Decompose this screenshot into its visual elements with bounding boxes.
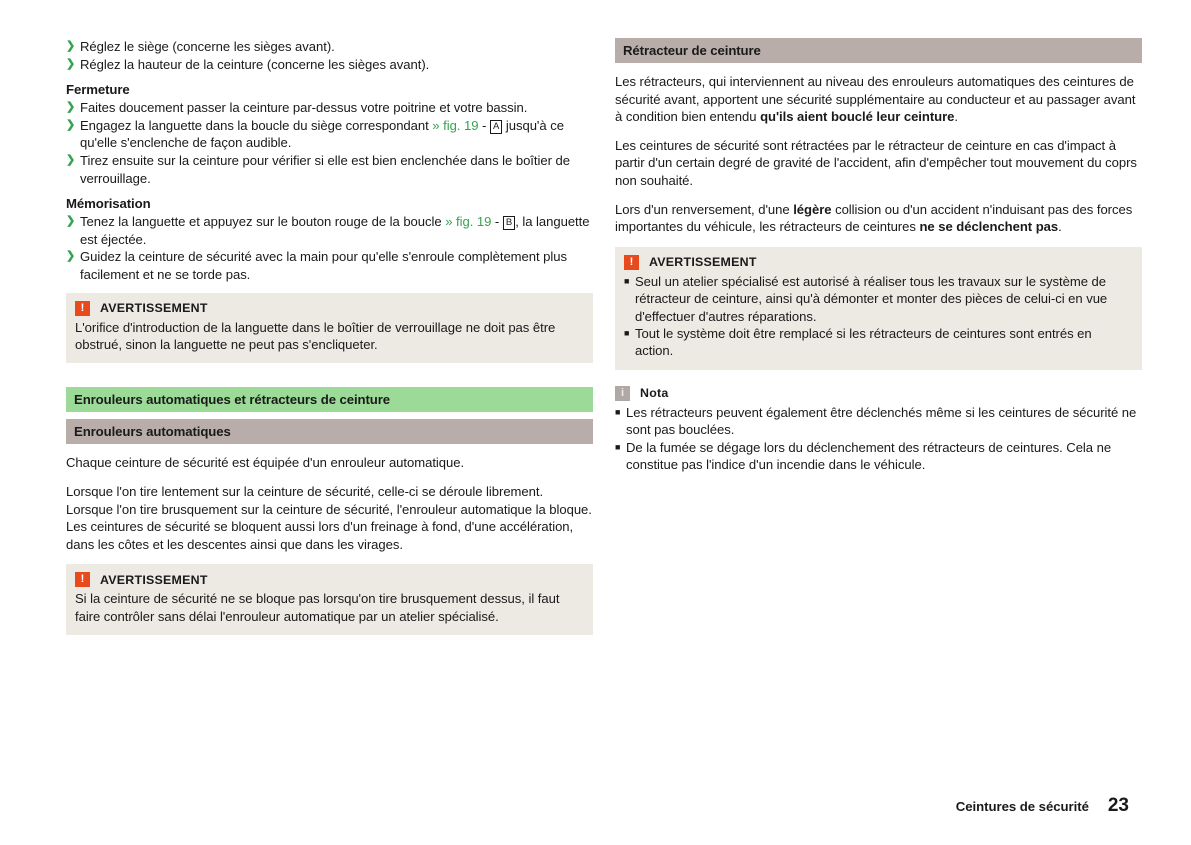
list-item [66,56,593,74]
warning-box-header [624,255,1132,270]
note-box [615,386,1142,474]
list-item [66,38,593,56]
list-item-text: Tout le système doit être remplacé si les rétracteurs de ceintures sont entrés en action. [635,325,1092,359]
chevron-bullet-icon: ❯ [66,153,76,166]
warning-box-2 [66,564,593,635]
paragraph-bold: ne se déclenchent pas [919,219,1059,235]
list-item-text: Seul un atelier spécialisé est autorisé à réaliser tous les travaux sur le système de rétracteur de ceinture, ainsi qu'à démonter et monter des pièces de celui-ci en vue d'effectuer d'autres réparations. [635,273,1108,324]
chevron-bullet-icon: ❯ [66,215,76,228]
warning-box-body [75,319,583,354]
warning-box-text: L'orifice d'introduction de la languette dans le boîtier de verrouillage ne doit pas être obstrué, sinon la languette ne peut pas s'encliqueter. [75,319,556,352]
subsection-header-enrouleurs-automatiques: Enrouleurs automatiques [66,419,593,444]
list-item [615,404,1142,439]
warning-box-title: AVERTISSEMENT [100,572,208,587]
warning-box-body [624,273,1132,360]
right-column [615,38,1142,473]
list-item-text: Tenez la languette et appuyez sur le bouton rouge de la boucle [80,214,446,230]
paragraph-text-mid: collision ou d'un accident n'induisant pas des forces importantes du véhicule, les rétracteurs de ceintures [615,201,1133,235]
list-item-text-cont: jusqu'à ce qu'elle s'enclenche de façon audible. [80,117,564,151]
paragraph-text: Les rétracteurs, qui interviennent au niveau des enrouleurs automatiques des ceintures de sécurité avant, apportent une sécurité supplémentaire au conducteur et au passager avant à condition bien entendu [615,74,1136,125]
chevron-bullet-icon: ❯ [66,40,76,52]
list-item-text: Engagez la languette dans la boucle du siège correspondant [80,117,433,133]
fermeture-bullet-list [66,99,593,187]
list-item: ❯ Tenez la languette et appuyez sur le bouton rouge de la boucle » fig. 19 - B , la languette est éjectée. [66,214,590,247]
list-item-text: De la fumée se dégage lors du déclenchement des rétracteurs de ceintures. Cela ne constitue pas l'indice d'un incendie dans le véhicule. [626,439,1112,472]
paragraph-bold: légère [793,201,832,217]
list-item [66,152,593,187]
warning-icon: ! [75,301,90,316]
square-bullet-icon: ■ [624,275,630,286]
figure-reference-link[interactable]: » fig. 19 [445,214,492,230]
warning-icon: ! [624,255,639,270]
paragraph: Chaque ceinture de sécurité est équipée d'un enrouleur automatique. [66,455,465,471]
warning-box-3 [615,247,1142,370]
footer-page-number: 23 [1107,795,1129,816]
note-box-header [615,386,1142,401]
list-item [615,439,1142,474]
memorisation-bullet-list [66,213,593,283]
warning-box-header [75,301,583,316]
warning-box-1 [66,293,593,364]
paragraph-text-cont: . [954,109,958,125]
intro-bullet-list [66,38,593,73]
warning-box-text: Si la ceinture de sécurité ne se bloque pas lorsqu'on tire brusquement dessus, il faut faire contrôler sans délai l'enrouleur automatique par un atelier spécialisé. [75,591,560,624]
paragraph: Les ceintures de sécurité sont rétractées par le rétracteur de ceinture en cas d'impact à partir d'un certain degré de gravité de l'accident, afin d'empêcher tout mouvement du coprs non souhaité. [615,137,1137,188]
list-item-text: Faites doucement passer la ceinture par-dessus votre poitrine et votre bassin. [80,100,528,116]
key-callout-a: A [490,120,502,134]
chevron-bullet-icon: ❯ [66,250,76,263]
paragraph [615,73,1142,126]
list-item [66,248,593,283]
warning-box-title: AVERTISSEMENT [100,301,208,316]
heading-fermeture: Fermeture [66,82,130,98]
subsection-header-retracteur: Rétracteur de ceinture [615,38,1142,63]
list-item-text: Réglez le siège (concerne les sièges avant). [80,39,335,54]
footer-chapter-title: Ceintures de sécurité [955,799,1089,814]
chevron-bullet-icon: ❯ [66,118,76,131]
paragraph [615,201,1142,236]
note-bullet-list [615,404,1142,474]
paragraph: Lorsque l'on tire lentement sur la ceinture de sécurité, celle-ci se déroule librement. Lorsque l'on tire brusquement sur la ceinture de sécurité, l'enrouleur automatique la bloque. Les ceintures de sécurité se bloquent aussi lors d'un freinage à fond, d'une accélération, dans les côtes et les descentes ainsi que dans les virages. [66,483,592,552]
chevron-bullet-icon: ❯ [66,101,76,114]
warning-box-body [75,590,583,625]
list-item [624,325,1132,360]
paragraph-text-cont: . [1058,219,1062,235]
list-item: ❯ Engagez la languette dans la boucle du siège correspondant » fig. 19 - A jusqu'à ce qu'elle s'enclenche de façon audible. [66,117,564,151]
warning-box-title: AVERTISSEMENT [649,255,757,270]
warning-bullet-list [624,273,1132,360]
left-column [66,38,593,635]
list-item-text: Réglez la hauteur de la ceinture (concerne les sièges avant). [80,56,430,72]
key-callout-b: B [503,216,515,230]
square-bullet-icon: ■ [615,441,621,452]
warning-icon: ! [75,572,90,587]
list-item-text: Tirez ensuite sur la ceinture pour vérifier si elle est bien enclenchée dans le boîtier de verrouillage. [80,152,570,186]
square-bullet-icon: ■ [615,406,621,417]
note-box-body [615,404,1142,474]
square-bullet-icon: ■ [624,327,630,338]
figure-reference-link[interactable]: » fig. 19 [432,117,479,133]
list-item [66,99,593,117]
page-footer [956,795,1129,817]
list-item-text: Les rétracteurs peuvent également être déclenchés même si les ceintures de sécurité ne sont pas bouclées. [626,404,1137,438]
list-item-text-cont: , la languette est éjectée. [80,214,590,247]
section-header-enrouleurs: Enrouleurs automatiques et rétracteurs de ceinture [66,387,593,412]
warning-box-header [75,572,583,587]
paragraph-bold: qu'ils aient bouclé leur ceinture [760,109,955,125]
note-box-title: Nota [640,386,669,401]
chevron-bullet-icon: ❯ [66,57,76,70]
heading-memorisation: Mémorisation [66,196,151,212]
list-item [624,273,1132,325]
list-item-text: Guidez la ceinture de sécurité avec la main pour qu'elle s'enroule complètement plus facilement et ne se torde pas. [80,249,567,282]
paragraph-text: Lors d'un renversement, d'une [615,201,794,217]
info-icon: i [615,386,630,401]
